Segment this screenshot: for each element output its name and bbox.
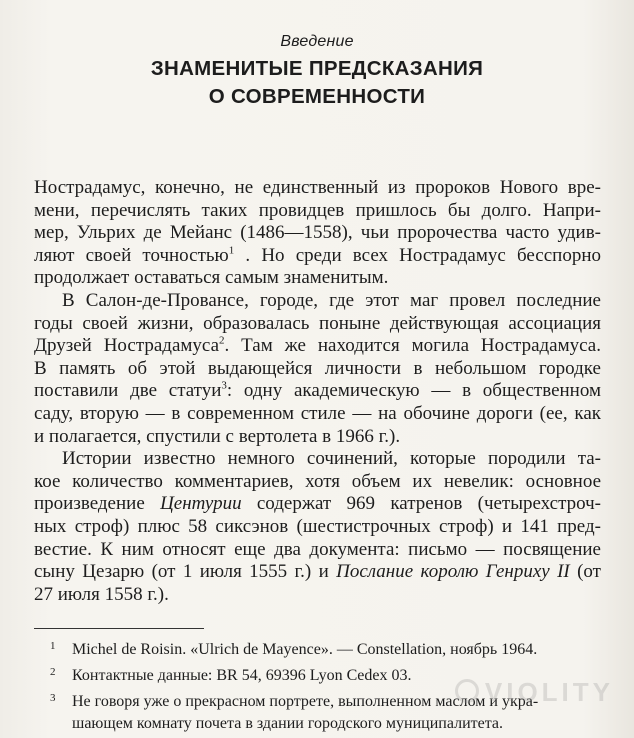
footnote-ref-1: 1: [228, 244, 235, 257]
footnote-3-continued: шающем комнату почета в здании городского муниципалитета.: [72, 715, 504, 732]
text-line: В Салон-де-Провансе, городе, где этот маг провел последние: [62, 289, 601, 311]
text-line: Нострадамус, конечно, не единственный из пророков Нового вре-: [34, 177, 601, 198]
section-label: Введение: [280, 33, 354, 50]
text-line: произведение Центурии содержат 969 катренов (четырехстроч-: [34, 493, 601, 515]
text-line: и полагается, спустили с вертолета в 1966 г.).: [34, 425, 401, 447]
text-line: кое количество комментариев, хотя объем их невелик: основное: [34, 470, 601, 492]
chapter-title-line-2: О СОВРЕМЕННОСТИ: [208, 85, 426, 108]
footnote-2: 2 Контактные данные: BR 54, 69396 Lyon Cedex 03.: [50, 666, 412, 684]
footnote-ref-2: 2: [219, 334, 225, 347]
text-line: саду, вторую — в современном стиле — на обочине дороги (ее, как: [34, 402, 601, 424]
text-line: Друзей Нострадамуса$^2$. Там же находится могила Нострадамуса.: [34, 334, 601, 357]
footnote-1: 1 Michel de Roisin. «Ulrich de Mayence». — Constellation, ноябрь 1964.: [50, 640, 538, 658]
text-line: сыну Цезарю (от 1 июля 1555 г.) и Послание королю Генриху II (от: [34, 561, 601, 583]
watermark-logo-icon: [455, 679, 479, 703]
text-line: ляют своей точностью$^1$ . Но среди всех Нострадамус бесспорно: [34, 244, 601, 266]
text-line: вестие. К ним относят еще два документа: письмо — посвящение: [34, 538, 601, 560]
text-line: годы своей жизни, образовалась поныне действующая ассоциация: [34, 312, 601, 334]
text-line: мени, перечислять таких провидцев пришлось бы долго. Напри-: [34, 199, 601, 221]
work-title-centuries: Центурии: [160, 493, 242, 515]
main-text: [34, 177, 601, 606]
text-line: Истории известно немного сочинений, которые породили та-: [62, 448, 601, 470]
chapter-title-line-1: ЗНАМЕНИТЫЕ ПРЕДСКАЗАНИЯ: [150, 57, 484, 80]
chapter-title: [0, 55, 634, 111]
text-line: продолжает оставаться самым знаменитым.: [34, 267, 389, 289]
text-line: 27 июля 1558 г.).: [34, 583, 169, 605]
text-line: ных строф) плюс 58 сиксэнов (шестистрочных строф) и 141 пред-: [34, 515, 601, 537]
watermark: VIOLITY: [455, 677, 614, 708]
text-line: поставили две статуи$^3$: одну академическую — в общественном: [34, 380, 602, 402]
text-line: мер, Ульрих де Мейанс (1486—1558), чьи пророчества часто удив-: [34, 222, 601, 244]
footnote-divider: [34, 628, 204, 629]
footnote-ref-3: 3: [221, 380, 227, 393]
work-title-letter: Послание королю Генриху II: [336, 561, 570, 583]
footnote-3: 3 Не говоря уже о прекрасном портрете, выполненном маслом и укра-: [50, 692, 539, 710]
text-line: В память об этой выдающейся личности в небольшом городке: [34, 357, 601, 379]
